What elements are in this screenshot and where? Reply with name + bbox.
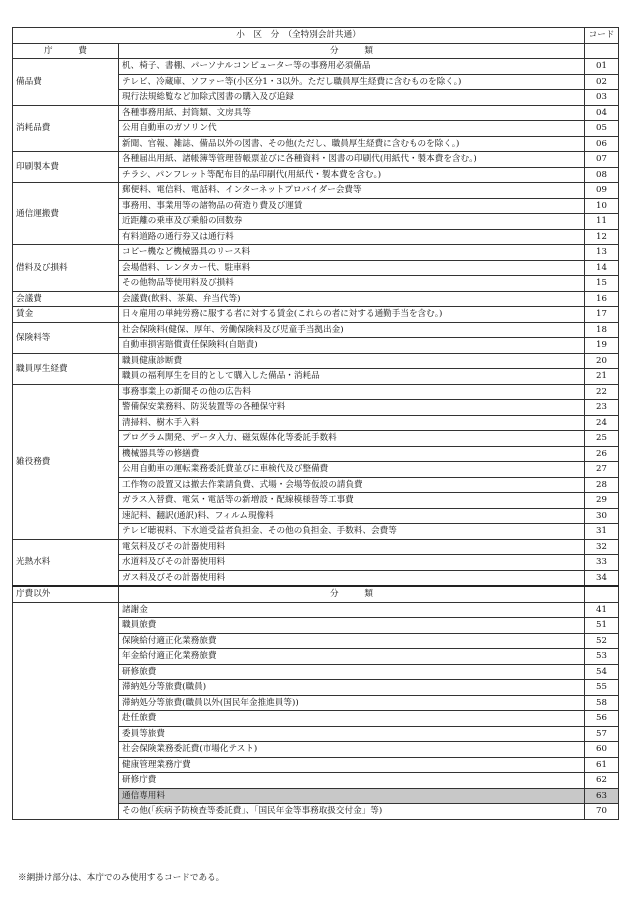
item-description: 年金給付適正化業務旅費 (119, 649, 585, 665)
item-code: 29 (585, 493, 619, 509)
item-description: 研修旅費 (119, 664, 585, 680)
item-code: 16 (585, 291, 619, 307)
item-description: プログラム開発、データ入力、磁気媒体化等委託手数料 (119, 431, 585, 447)
section2-left-header: 庁費以外 (13, 586, 119, 602)
item-code: 05 (585, 121, 619, 137)
table-row (13, 245, 619, 261)
category-name: 通信運搬費 (13, 183, 119, 245)
item-code: 26 (585, 446, 619, 462)
item-description: 電気料及びその計器使用料 (119, 539, 585, 555)
item-description: 現行法規総覧など加除式図書の購入及び追録 (119, 90, 585, 106)
item-description: 会場借料、レンタカー代、駐車料 (119, 260, 585, 276)
item-description: 郵便料、電信料、電話料、インターネットプロバイダー会費等 (119, 183, 585, 199)
item-description: 通信専用料 (119, 788, 585, 804)
item-code: 03 (585, 90, 619, 106)
category-name: 印刷製本費 (13, 152, 119, 183)
item-code: 19 (585, 338, 619, 354)
item-code: 12 (585, 229, 619, 245)
item-code: 14 (585, 260, 619, 276)
item-description: 委員等旅費 (119, 726, 585, 742)
item-description: 各種届出用紙、諸帳簿等管理替帳票並びに各種資料・図書の印刷代(用紙代・製本費を含む。) (119, 152, 585, 168)
item-code: 34 (585, 570, 619, 586)
item-description: ガス料及びその計器使用料 (119, 570, 585, 586)
item-code: 57 (585, 726, 619, 742)
item-code: 22 (585, 384, 619, 400)
item-code: 58 (585, 695, 619, 711)
item-description: 職員健康診断費 (119, 353, 585, 369)
table-row (13, 539, 619, 555)
item-code: 04 (585, 105, 619, 121)
table-row (13, 152, 619, 168)
category-name: 保険料等 (13, 322, 119, 353)
item-description: その他物品等使用料及び損料 (119, 276, 585, 292)
table-row (13, 183, 619, 199)
item-description: テレビ、冷蔵庫、ソファー等(小区分1・3以外。ただし職員厚生経費に含むものを除く。) (119, 74, 585, 90)
item-description: 日々雇用の単純労務に服する者に対する賃金(これらの者に対する通勤手当を含む。) (119, 307, 585, 323)
item-code: 07 (585, 152, 619, 168)
item-code: 55 (585, 680, 619, 696)
item-description: 機械器具等の修繕費 (119, 446, 585, 462)
item-description: 社会保険料(健保、厚年、労働保険料及び児童手当拠出金) (119, 322, 585, 338)
item-code: 27 (585, 462, 619, 478)
table-row (13, 307, 619, 323)
section2-right-header: 分 類 (119, 586, 585, 602)
item-code: 11 (585, 214, 619, 230)
item-description: 滞納処分等旅費(職員) (119, 680, 585, 696)
item-code: 09 (585, 183, 619, 199)
category-name: 備品費 (13, 59, 119, 106)
item-code: 70 (585, 804, 619, 820)
category-name: 借料及び損料 (13, 245, 119, 292)
table-row (13, 291, 619, 307)
item-code: 53 (585, 649, 619, 665)
item-code: 25 (585, 431, 619, 447)
item-code: 20 (585, 353, 619, 369)
code-table (12, 27, 619, 820)
item-description: 滞納処分等旅費(職員以外(国民年金推進員等)) (119, 695, 585, 711)
section1-code-header (585, 43, 619, 59)
item-description: 警備保安業務料、防災装置等の各種保守料 (119, 400, 585, 416)
item-code: 31 (585, 524, 619, 540)
item-code: 61 (585, 757, 619, 773)
item-description: 有料道路の通行券又は通行料 (119, 229, 585, 245)
item-description: 工作物の設置又は撤去作業請負費、式場・会場等仮設の請負費 (119, 477, 585, 493)
item-description: 社会保険業務委託費(市場化テスト) (119, 742, 585, 758)
item-code: 02 (585, 74, 619, 90)
category-name: 職員厚生経費 (13, 353, 119, 384)
item-code: 30 (585, 508, 619, 524)
category-name: 賃金 (13, 307, 119, 323)
table-row (13, 353, 619, 369)
item-description: 職員の福利厚生を目的として購入した備品・消耗品 (119, 369, 585, 385)
item-description: 自動車損害賠償責任保険料(自賠責) (119, 338, 585, 354)
item-description: コピー機など機械器具のリース料 (119, 245, 585, 261)
section1-left-header: 庁 費 (13, 43, 119, 59)
item-code: 56 (585, 711, 619, 727)
table-row (13, 59, 619, 75)
section2-empty-cell (13, 602, 119, 819)
item-code: 33 (585, 555, 619, 571)
item-description: 近距離の乗車及び乗船の回数券 (119, 214, 585, 230)
item-description: 諸謝金 (119, 602, 585, 618)
item-description: ガラス入替費、電気・電話等の新増設・配線模様替等工事費 (119, 493, 585, 509)
category-name: 会議費 (13, 291, 119, 307)
table-row (13, 322, 619, 338)
item-code: 41 (585, 602, 619, 618)
item-description: 速記料、翻訳(通訳)料、フィルム現像料 (119, 508, 585, 524)
footnote: ※網掛け部分は、本庁でのみ使用するコードである。 (18, 873, 225, 883)
item-description: 公用自動車のガソリン代 (119, 121, 585, 137)
category-name: 消耗品費 (13, 105, 119, 152)
item-code: 15 (585, 276, 619, 292)
section2-code-header (585, 586, 619, 602)
item-code: 52 (585, 633, 619, 649)
item-description: 会議費(飲料、茶菓、弁当代等) (119, 291, 585, 307)
section1-right-header: 分 類 (119, 43, 585, 59)
item-description: 各種事務用紙、封筒類、文房具等 (119, 105, 585, 121)
item-code: 18 (585, 322, 619, 338)
table-row (13, 602, 619, 618)
item-code: 17 (585, 307, 619, 323)
item-description: 職員旅費 (119, 618, 585, 634)
item-code: 54 (585, 664, 619, 680)
item-description: その他(「疾病予防検査等委託費」、「国民年金等事務取扱交付金」等) (119, 804, 585, 820)
item-description: テレビ聴視料、下水道受益者負担金、その他の負担金、手数料、会費等 (119, 524, 585, 540)
item-description: 事務用、事業用等の諸物品の荷造り費及び運賃 (119, 198, 585, 214)
table-row (13, 105, 619, 121)
item-description: 水道料及びその計器使用料 (119, 555, 585, 571)
item-code: 60 (585, 742, 619, 758)
item-code: 62 (585, 773, 619, 789)
item-code: 23 (585, 400, 619, 416)
table-row (13, 384, 619, 400)
category-name: 光熱水料 (13, 539, 119, 586)
item-code: 63 (585, 788, 619, 804)
item-description: 新聞、官報、雑誌、備品以外の図書、その他(ただし、職員厚生経費に含むものを除く。) (119, 136, 585, 152)
item-code: 01 (585, 59, 619, 75)
category-name: 雑役務費 (13, 384, 119, 539)
item-description: 研修庁費 (119, 773, 585, 789)
item-description: 公用自動車の運転業務委託費並びに車検代及び整備費 (119, 462, 585, 478)
item-description: チラシ、パンフレット等配布目的品印刷代(用紙代・製本費を含む。) (119, 167, 585, 183)
section2-header-row (13, 586, 619, 602)
item-code: 08 (585, 167, 619, 183)
item-description: 健康管理業務庁費 (119, 757, 585, 773)
item-description: 机、椅子、書棚、パーソナルコンピューター等の事務用必須備品 (119, 59, 585, 75)
item-code: 10 (585, 198, 619, 214)
item-code: 13 (585, 245, 619, 261)
item-code: 06 (585, 136, 619, 152)
item-description: 事務事業上の新聞その他の広告料 (119, 384, 585, 400)
item-description: 清掃料、樹木手入料 (119, 415, 585, 431)
item-code: 28 (585, 477, 619, 493)
item-code: 21 (585, 369, 619, 385)
item-code: 32 (585, 539, 619, 555)
item-code: 51 (585, 618, 619, 634)
table-title: 小 区 分 （全特別会計共通） (13, 28, 585, 44)
code-column-header: コード (585, 28, 619, 44)
item-code: 24 (585, 415, 619, 431)
item-description: 赴任旅費 (119, 711, 585, 727)
item-description: 保険給付適正化業務旅費 (119, 633, 585, 649)
